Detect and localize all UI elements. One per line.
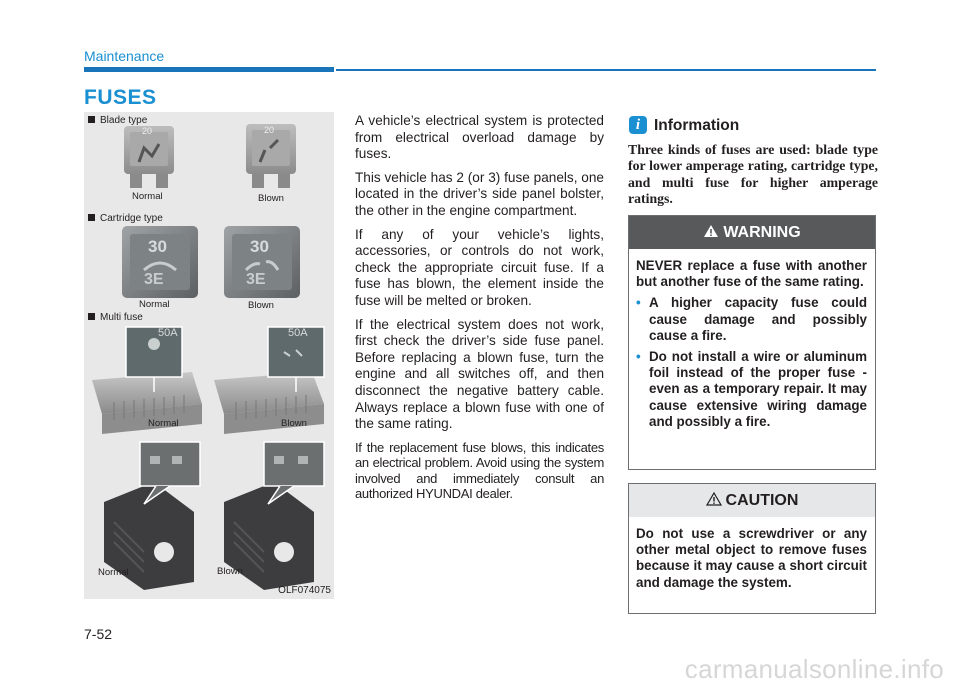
body-text — [355, 113, 604, 509]
page-title: FUSES — [84, 86, 157, 109]
bullet-icon: • — [636, 349, 641, 365]
paragraph-5: If the replacement fuse blows, this indicates an electrical problem. Avoid using the system involved and immediately consult an authorized HYUNDAI dealer. — [355, 439, 604, 502]
watermark: carmanualsonline.info — [684, 654, 944, 684]
paragraph-2: This vehicle has 2 (or 3) fuse panels, one located in the driver’s side panel bolster, the other in the engine compartment. — [355, 169, 604, 218]
information-heading: Information — [654, 117, 740, 134]
warning-item: • Do not install a wire or aluminum foil instead of the proper fuse - even as a temporary repair. It may cause extensive wiring damage and possibly a fire. — [636, 349, 867, 429]
caution-triangle-icon — [706, 492, 722, 506]
warning-item: • A higher capacity fuse could cause damage and possibly cause a fire. — [636, 295, 867, 343]
cartridge-blown-label: Blown — [248, 300, 274, 311]
multi-amp-normal: 50A — [158, 327, 178, 339]
blade-amp-blown: 20 — [264, 125, 275, 135]
blade-normal-label: Normal — [132, 191, 163, 202]
caution-label: CAUTION — [725, 492, 799, 509]
information-icon: i — [629, 116, 647, 134]
paragraph-1: A vehicle’s electrical system is protected from electrical overload damage by fuses. — [355, 113, 604, 162]
warning-header — [629, 216, 875, 249]
blade-fuse-blown — [246, 124, 296, 188]
warning-intro: NEVER replace a fuse with another but another fuse of the same rating. — [636, 258, 867, 290]
caution-text: Do not use a screwdriver or any other metal object to remove fuses because it may cause a short circuit and damage the system. — [636, 526, 867, 590]
cartridge-normal-label: Normal — [139, 299, 170, 310]
bullet-icon: • — [636, 295, 641, 311]
cartridge-amp-blown: 30 — [250, 237, 269, 256]
paragraph-4: If the electrical system does not work, first check the driver’s side fuse panel. Before replacing a blown fuse, turn the engine and all switches off, and then disconnect the negative battery cable. Always replace a blown fuse with one of the same rating. — [355, 316, 604, 432]
multi-fuse-heading: Multi fuse — [88, 312, 143, 323]
cartridge-fuse-blown — [224, 226, 300, 298]
multi-amp-blown: 50A — [288, 327, 308, 339]
caution-header — [629, 484, 875, 517]
multi-fuse-normal — [92, 327, 202, 434]
svg-text:3E: 3E — [144, 271, 164, 288]
header-bar-dark — [84, 67, 334, 72]
blade-amp-normal: 20 — [142, 126, 153, 136]
caution-box — [628, 483, 876, 614]
blade-blown-label: Blown — [258, 193, 284, 204]
warning-label: WARNING — [723, 224, 801, 241]
information-text: Three kinds of fuses are used: blade type for lower amperage rating, cartridge type, and multi fuse for higher amperage ratings. — [628, 142, 878, 207]
cartridge-fuse-normal — [122, 226, 198, 298]
header-bar-light — [336, 69, 876, 71]
page-number: 7-52 — [84, 626, 113, 642]
cartridge-amp-normal: 30 — [148, 237, 167, 256]
fuse-illustration — [84, 112, 334, 599]
blade-type-heading: Blade type — [88, 115, 147, 126]
section-header-label: Maintenance — [84, 48, 165, 64]
figure-code: OLF074075 — [278, 585, 331, 596]
box-normal-label: Normal — [98, 567, 129, 578]
warning-triangle-icon — [703, 224, 719, 238]
blade-fuse-normal — [124, 126, 174, 188]
box-blown-label: Blown — [217, 566, 243, 577]
svg-text:3E: 3E — [246, 271, 266, 288]
paragraph-3: If any of your vehicle’s lights, accessories, or controls do not work, check the appropriate circuit fuse. If a fuse has blown, the element inside the fuse will be melted or broken. — [355, 226, 604, 308]
cartridge-type-heading: Cartridge type — [88, 213, 163, 224]
fuse-figure — [84, 112, 334, 599]
multi-normal-label: Normal — [148, 418, 179, 429]
multi-fuse-blown — [214, 327, 324, 434]
warning-box — [628, 215, 876, 470]
multi-blown-label: Blown — [281, 418, 307, 429]
